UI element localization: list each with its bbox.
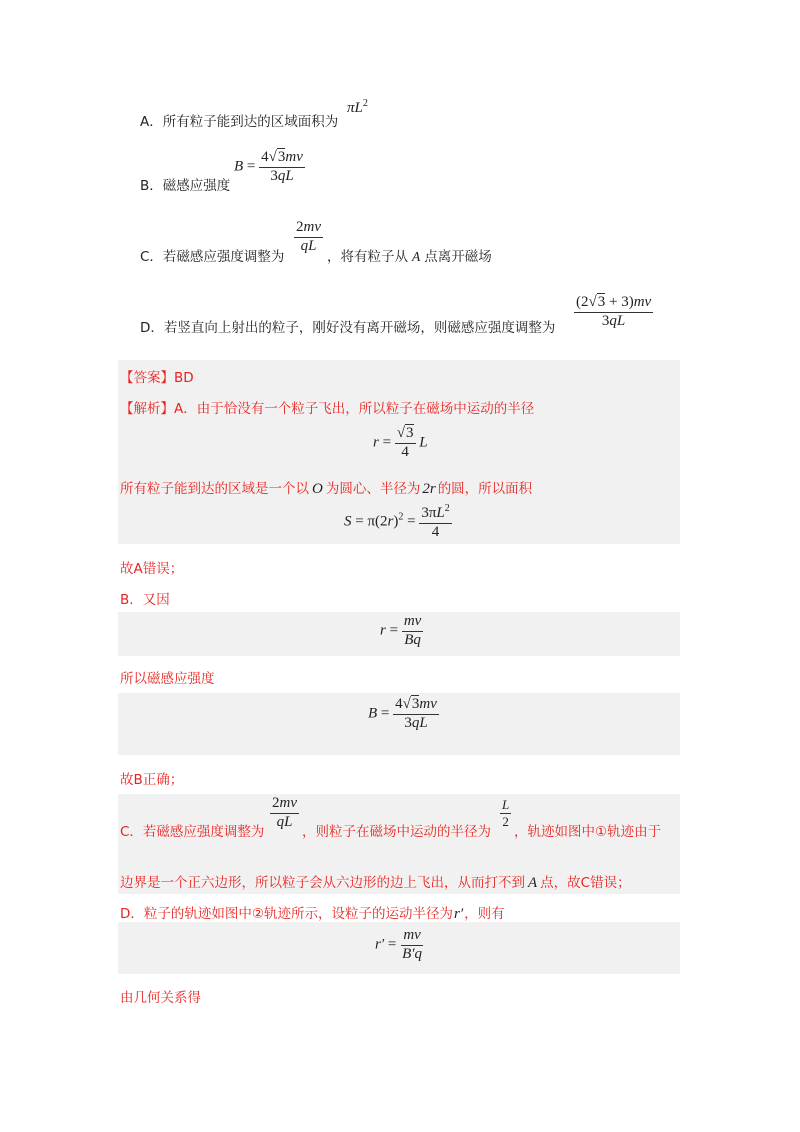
option-c-point: A [412, 249, 421, 264]
option-a [140, 110, 338, 130]
option-d-text: D．若竖直向上射出的粒子，刚好没有离开磁场，则磁感应强度调整为 [140, 320, 556, 336]
option-c-formula: $\frac{2mv}{qL}$ [296, 219, 321, 254]
answer-label: 【答案】 [120, 370, 174, 386]
option-b-formula: B = $\frac{4√3mv}{3qL}$ [234, 149, 303, 184]
analysis-c-text-2: ，则粒子在磁场中运动的半径为 [302, 824, 491, 840]
option-c-tail: ，将有粒子从 A 点离开磁场 [327, 249, 492, 265]
option-c-text-before: C．若磁感应强度调整为 [140, 249, 285, 265]
answer-value: BD [174, 370, 194, 386]
analysis-b-intro: B．又因 [120, 592, 170, 608]
analysis-a-conclusion: 故A错误； [120, 561, 184, 577]
formula-r-sqrt3: r = $\frac{√3}{4}$ L [373, 425, 428, 460]
analysis-c-text-3: ，轨迹如图中①轨迹由于 [514, 824, 662, 840]
analysis-b-text: 所以磁感应强度 [120, 671, 215, 687]
option-c [140, 245, 284, 265]
radius-2r: 2r [422, 481, 436, 497]
answer-line [120, 366, 194, 386]
analysis-c-point: A [528, 875, 538, 891]
analysis-b-conclusion: 故B正确； [120, 772, 184, 788]
analysis-c-text-4-line: 边界是一个正六边形，所以粒子会从六边形的边上飞出，从而打不到 A 点，故C错误； [120, 875, 631, 891]
analysis-c-formula: $\frac{2mv}{qL}$ [272, 795, 297, 830]
option-d [140, 316, 555, 336]
option-a-formula: $\pi L^2$ [347, 98, 368, 116]
analysis-c-radius: $\frac{L}{2}$ [502, 797, 510, 829]
analysis-d-radius: r′ [454, 906, 464, 922]
analysis-c-text-1: C．若磁感应强度调整为 [120, 824, 265, 840]
option-b-text: B．磁感应强度 [140, 178, 231, 194]
option-d-formula: $\frac{(2√3 + 3)mv}{3qL}$ [576, 294, 652, 329]
analysis-a-intro: 【解析】A．由于恰没有一个粒子飞出，所以粒子在磁场中运动的半径 [120, 401, 535, 417]
formula-r-mv-bq: r = $\frac{mv}{Bq}$ [380, 613, 422, 648]
formula-b-value: B = $\frac{4√3mv}{3qL}$ [368, 696, 437, 731]
option-b [140, 174, 230, 194]
formula-s-area: $S = \pi(2r)^2$ = $\frac{3\pi L^2}{4}$ [344, 503, 450, 540]
center-o: O [312, 481, 323, 497]
formula-rprime: r′ = $\frac{mv}{B'q}$ [375, 927, 423, 962]
analysis-d-text: D．粒子的轨迹如图中②轨迹所示，设粒子的运动半径为r′，则有 [120, 906, 505, 922]
option-a-text: A．所有粒子能到达的区域面积为 [140, 114, 339, 130]
analysis-label: 【解析】 [120, 401, 174, 417]
analysis-a-area-text: 所有粒子能到达的区域是一个以 O 为圆心、半径为 2r 的圆，所以面积 [120, 481, 533, 497]
analysis-d-geometry: 由几何关系得 [120, 990, 201, 1006]
